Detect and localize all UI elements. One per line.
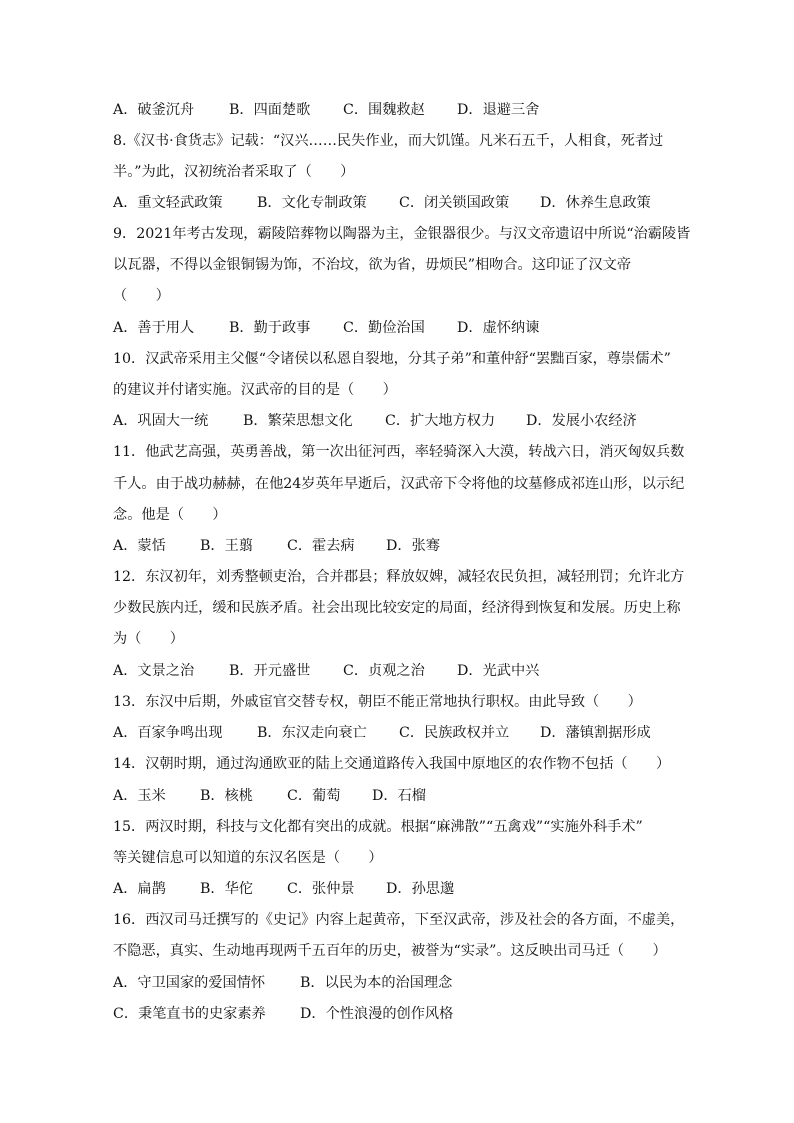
q11-stem-line2: 千人。由于战功赫赫，在他24岁英年早逝后，汉武帝下令将他的坟墓修成祁连山形，以示纪 bbox=[113, 476, 685, 492]
q9-option-a: A．善于用人 bbox=[113, 320, 195, 336]
q8-stem-line2: 半。”为此，汉初统治者采取了（ ） bbox=[113, 164, 355, 180]
q12-option-c: C．贞观之治 bbox=[343, 663, 425, 679]
q7-option-b: B．四面楚歌 bbox=[229, 102, 311, 118]
q16-option-b: B．以民为本的治国理念 bbox=[300, 975, 453, 991]
q12-option-a: A．文景之治 bbox=[113, 663, 195, 679]
q11-stem-line3: 念。他是（ ） bbox=[113, 507, 227, 523]
q11-option-c: C．霍去病 bbox=[287, 538, 355, 554]
q16-stem-line1: 16．西汉司马迁撰写的《史记》内容上起黄帝，下至汉武帝，涉及社会的各方面，不虚美， bbox=[113, 912, 685, 928]
q14-option-b: B．核桃 bbox=[200, 788, 253, 804]
q13-option-c: C．民族政权并立 bbox=[399, 725, 510, 741]
q10-option-d: D．发展小农经济 bbox=[526, 413, 637, 429]
q13-stem-line1: 13．东汉中后期，外戚宦官交替专权，朝臣不能正常地执行职权。由此导致（ ） bbox=[113, 694, 642, 710]
q10-stem-line2: 的建议并付诸实施。汉武帝的目的是（ ） bbox=[113, 382, 397, 398]
q15-option-b: B．华佗 bbox=[200, 881, 253, 897]
q10-option-b: B．繁荣思想文化 bbox=[243, 413, 353, 429]
q9-option-b: B．勤于政事 bbox=[229, 320, 311, 336]
q15-option-d: D．孙思邈 bbox=[386, 881, 455, 897]
q12-option-b: B．开元盛世 bbox=[229, 663, 311, 679]
q10-option-c: C．扩大地方权力 bbox=[385, 413, 496, 429]
q9-option-d: D．虚怀纳谏 bbox=[457, 320, 540, 336]
q14-option-c: C．葡萄 bbox=[287, 788, 341, 804]
q14-option-a: A．玉米 bbox=[113, 788, 166, 804]
q13-option-a: A．百家争鸣出现 bbox=[113, 725, 223, 741]
q9-stem-line3: （ ） bbox=[113, 288, 170, 304]
q11-option-b: B．王翦 bbox=[200, 538, 253, 554]
q13-option-b: B．东汉走向衰亡 bbox=[257, 725, 367, 741]
q12-stem-line2: 少数民族内迁，缓和民族矛盾。社会出现比较安定的局面，经济得到恢复和发展。历史上称 bbox=[113, 600, 681, 616]
q13-option-d: D．藩镇割据形成 bbox=[540, 725, 651, 741]
q8-option-c: C．闭关锁国政策 bbox=[399, 195, 510, 211]
q7-option-c: C．围魏救赵 bbox=[343, 102, 425, 118]
q11-option-d: D．张骞 bbox=[386, 538, 440, 554]
q11-option-a: A．蒙恬 bbox=[113, 538, 166, 554]
q16-option-c: C．秉笔直书的史家素养 bbox=[113, 1006, 266, 1022]
q14-stem-line1: 14．汉朝时期，通过沟通欧亚的陆上交通道路传入我国中原地区的农作物不包括（ ） bbox=[113, 756, 671, 772]
q8-option-d: D．休养生息政策 bbox=[540, 195, 651, 211]
q7-option-a: A．破釜沉舟 bbox=[113, 102, 195, 118]
q8-stem-line1: 8.《汉书·食货志》记载：“汉兴……民失作业，而大饥馑。凡米石五千，人相食，死者过 bbox=[113, 133, 664, 149]
q15-stem-line1: 15．两汉时期，科技与文化都有突出的成就。根据“麻沸散”“五禽戏”“实施外科手术” bbox=[113, 819, 643, 835]
q12-stem-line3: 为（ ） bbox=[113, 631, 184, 647]
q14-option-d: D．石榴 bbox=[372, 788, 426, 804]
q8-option-a: A．重文轻武政策 bbox=[113, 195, 223, 211]
q16-option-d: D．个性浪漫的创作风格 bbox=[300, 1006, 454, 1022]
q9-stem-line1: 9．2021年考古发现，霸陵陪葬物以陶器为主，金银器很少。与汉文帝遗诏中所说“治霸陵皆 bbox=[113, 226, 691, 242]
q15-stem-line2: 等关键信息可以知道的东汉名医是（ ） bbox=[113, 850, 383, 866]
q16-option-a: A．守卫国家的爱国情怀 bbox=[113, 975, 266, 991]
q10-option-a: A．巩固大一统 bbox=[113, 413, 209, 429]
q8-option-b: B．文化专制政策 bbox=[257, 195, 367, 211]
q9-stem-line2: 以瓦器，不得以金银铜锡为饰，不治坟，欲为省，毋烦民”相吻合。这印证了汉文帝 bbox=[113, 257, 632, 273]
q15-option-c: C．张仲景 bbox=[287, 881, 355, 897]
q15-option-a: A．扁鹊 bbox=[113, 881, 166, 897]
q10-stem-line1: 10．汉武帝采用主父偃“令诸侯以私恩自裂地，分其子弟”和董仲舒“罢黜百家，尊崇儒术” bbox=[113, 351, 671, 367]
q12-stem-line1: 12．东汉初年，刘秀整顿吏治，合并郡县；释放奴婢，减轻农民负担，减轻刑罚；允许北方 bbox=[113, 569, 685, 585]
q7-option-d: D．退避三舍 bbox=[457, 102, 540, 118]
q12-option-d: D．光武中兴 bbox=[457, 663, 540, 679]
q16-stem-line2: 不隐恶，真实、生动地再现两千五百年的历史，被誉为“实录”。这反映出司马迁（ ） bbox=[113, 943, 667, 959]
q9-option-c: C．勤俭治国 bbox=[343, 320, 425, 336]
q11-stem-line1: 11．他武艺高强，英勇善战，第一次出征河西，率轻骑深入大漠，转战六日，消灭匈奴兵数 bbox=[113, 444, 685, 460]
